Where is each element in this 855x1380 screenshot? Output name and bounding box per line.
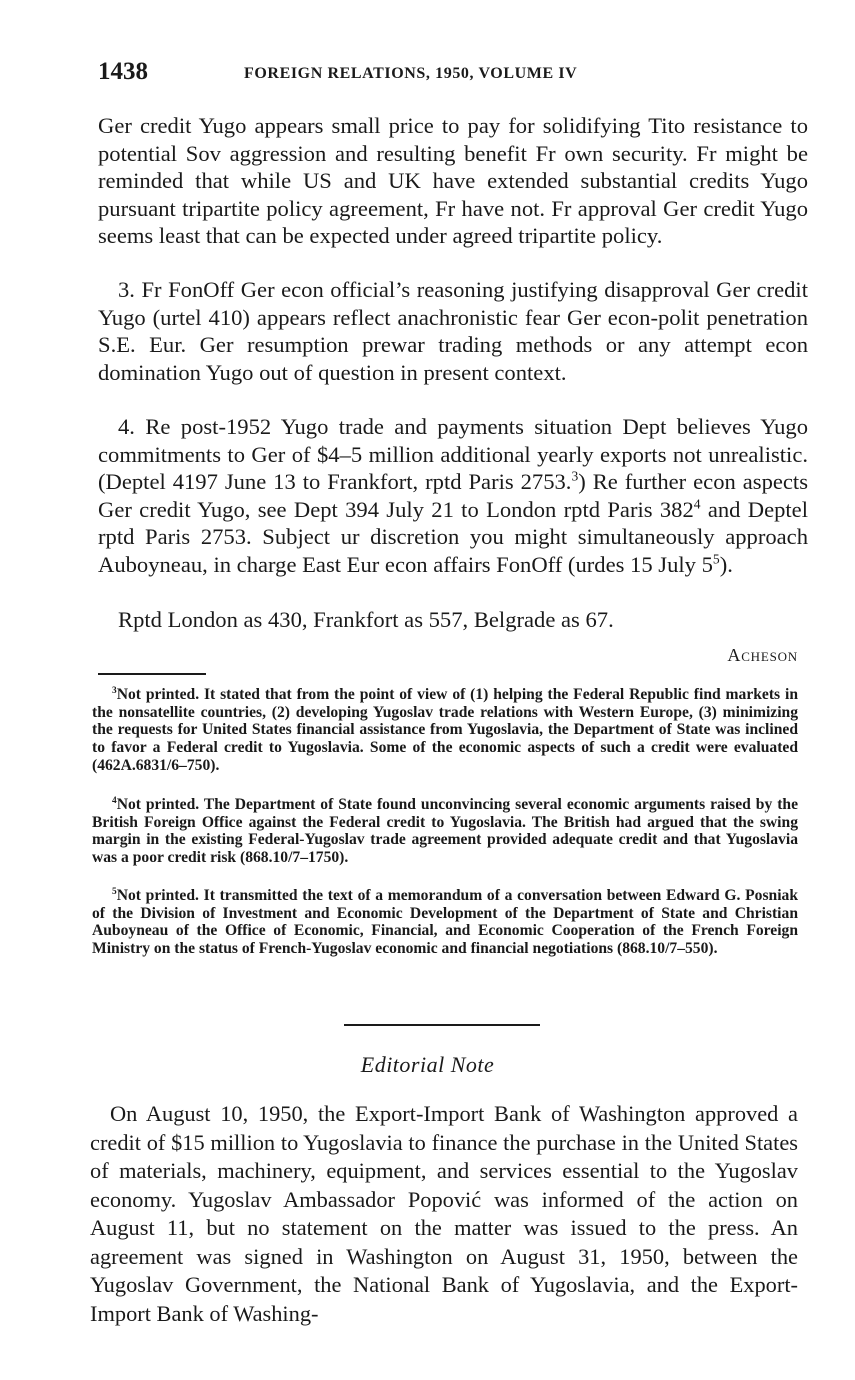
footnote-4-text: Not printed. The Department of State found unconvincing several economic arguments raised by the British Foreign Office against the Federal credit to Yugoslavia. The British had argued that the swing margin in the existing Federal-Yugoslav trade agreement provided adequate credit and that Yugoslavia was a poor credit risk (868.10/7–1750). [92, 796, 798, 867]
footnote-3-text: Not printed. It stated that from the point of view of (1) helping the Federal Republic find markets in the nonsatellite countries, (2) developing Yugoslav trade relations with Western Europe, (3) minimizing the requests for United States financial assistance from Yugoslavia, the Department of State was inclined to favor a Federal credit to Yugoslavia. Some of the economic aspects of such a credit were evaluated (462A.6831/6–750). [92, 686, 798, 774]
paragraph-3-text-c: and Deptel rptd Paris 2753. Subject ur discretion you might simultaneously approach Auboyneau, in charge East Eur econ affairs FonOff (urdes 15 July 5 [98, 496, 808, 577]
editorial-note-heading: Editorial Note [360, 1052, 495, 1077]
paragraph-3-text-d: ). [719, 551, 733, 577]
footnote-5 [92, 887, 798, 958]
page-number: 1438 [98, 58, 148, 85]
footnote-ref-4[interactable]: 4 [693, 495, 701, 511]
paragraph-3-text-b: ) Re further econ aspects Ger credit Yugo, see Dept 394 July 21 to London rptd Paris 382 [98, 469, 808, 522]
footnote-divider [98, 673, 206, 675]
running-head: FOREIGN RELATIONS, 1950, VOLUME IV [244, 65, 578, 82]
body-paragraph-4: Rptd London as 430, Frankfort as 557, Belgrade as 67. [118, 607, 614, 632]
paragraph-3-text-a: 4. Re post-1952 Yugo trade and payments situation Dept believes Yugo commitments to Ger of $4–5 million additional yearly exports not unrealistic. (Deptel 4197 June 13 to Frankfort, rptd Paris 2753. [98, 414, 808, 494]
page-header [98, 58, 808, 92]
body-paragraph-2: 3. Fr FonOff Ger econ official’s reasoning justifying disapproval Ger credit Yugo (urtel 410) appears reflect anachronistic fear Ger econ-polit penetration S.E. Eur. Ger resumption prewar trading methods or any attempt econ domination Yugo out of question in present context. [98, 277, 808, 385]
editorial-note-paragraph: On August 10, 1950, the Export-Import Bank of Washington approved a credit of $15 million to Yugoslavia to finance the purchase in the United States of materials, machinery, equipment, and services essential to the Yugoslav economy. Yugoslav Ambassador Popović was informed of the action on August 11, but no statement on the matter was issued to the press. An agreement was signed in Washington on August 31, 1950, between the Yugoslav Government, the National Bank of Yugoslavia, and the Export-Import Bank of Washing- [90, 1101, 798, 1326]
footnote-ref-5[interactable]: 5 [712, 550, 720, 566]
body-paragraph-3 [98, 413, 808, 578]
body-paragraph-1: Ger credit Yugo appears small price to pay for solidifying Tito resistance to potential Sov aggression and resulting benefit Fr own security. Fr might be reminded that while US and UK have extended substantial credits Yugo pursuant tripartite policy agreement, Fr have not. Fr approval Ger credit Yugo seems least that can be expected under agreed tripartite policy. [98, 113, 808, 248]
footnote-ref-3[interactable]: 3 [571, 468, 579, 484]
footnote-3 [92, 686, 798, 775]
signature: Acheson [727, 645, 798, 665]
section-divider [344, 1024, 540, 1026]
footnote-marker-5: 5 [112, 886, 117, 897]
footnote-marker-3: 3 [112, 685, 117, 696]
footnote-4 [92, 796, 798, 867]
footnote-5-text: Not printed. It transmitted the text of a memorandum of a conversation between Edward G. Posniak of the Division of Investment and Economic Development of the Department of State and Christian Auboyneau of the Office of Economic, Financial, and Economic Cooperation of the French Foreign Ministry on the status of French-Yugoslav economic and financial negotiations (868.10/7–550). [92, 887, 798, 958]
footnote-marker-4: 4 [112, 795, 117, 806]
